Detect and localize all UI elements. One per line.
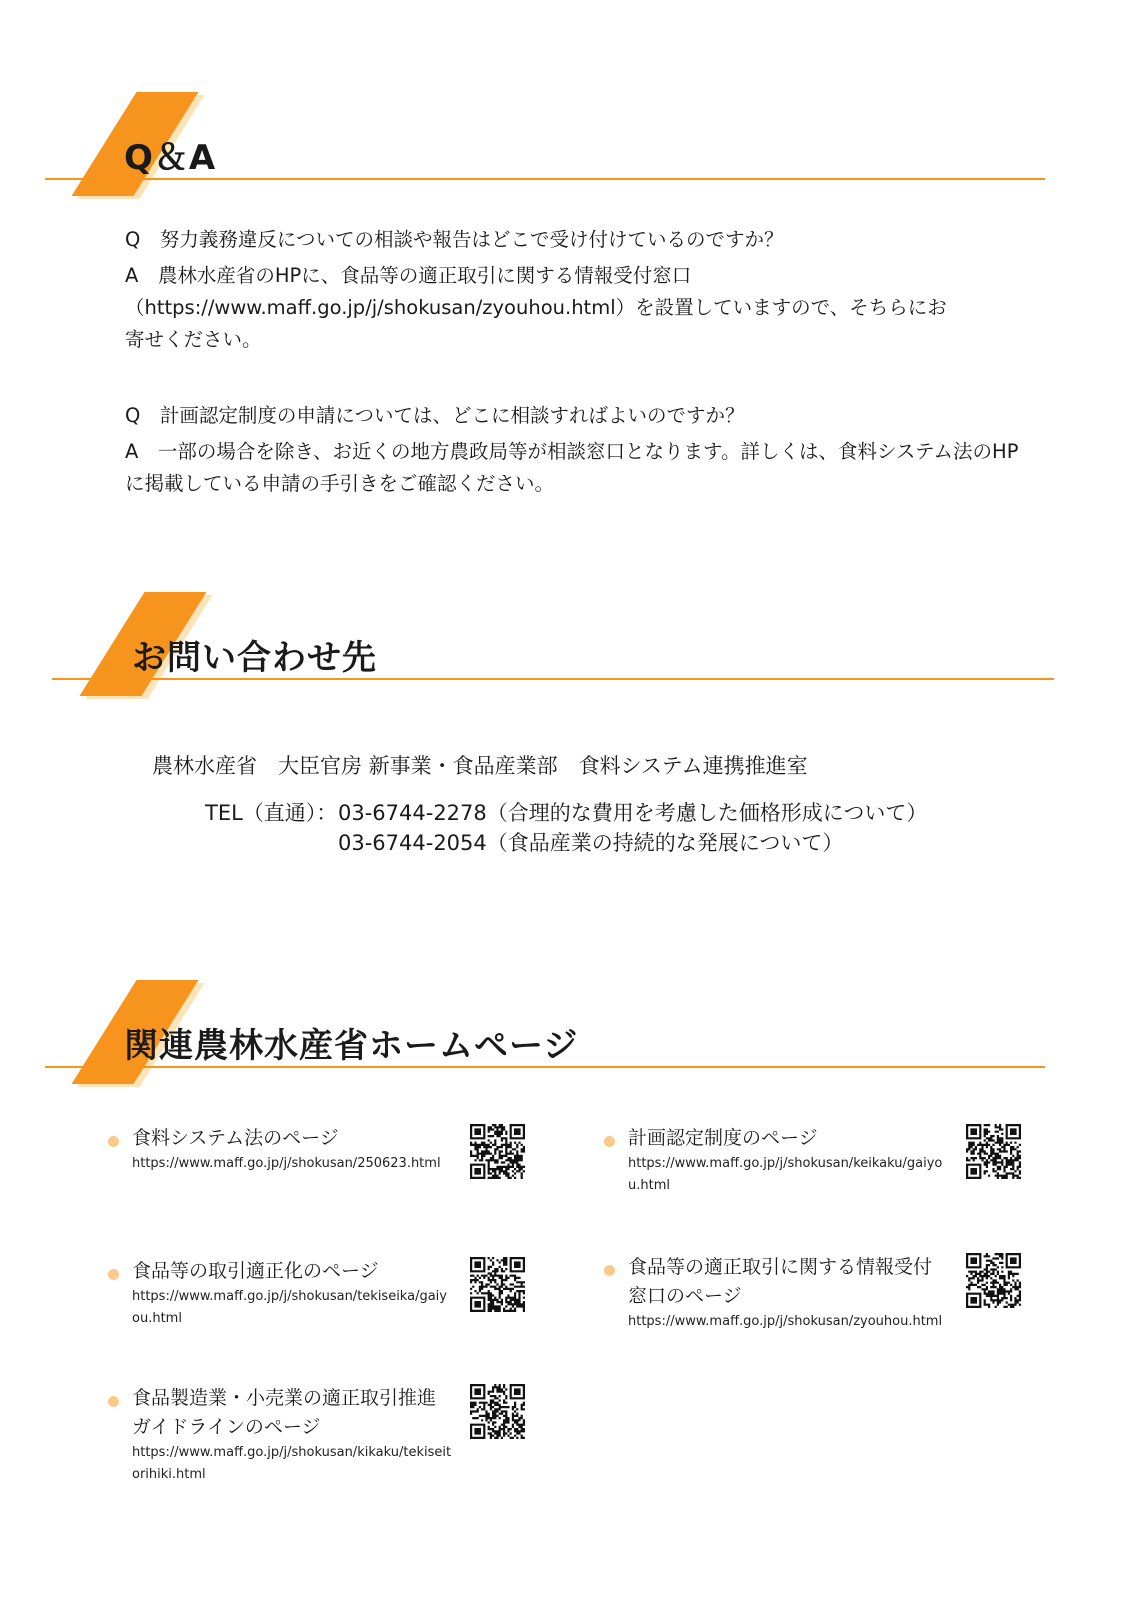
qr-code-icon bbox=[966, 1124, 1021, 1179]
question-text: Q 努力義務違反についての相談や報告はどこで受け付けているのですか？ bbox=[125, 228, 784, 251]
link-label[interactable]: 食料システム法のページ bbox=[132, 1127, 339, 1149]
link-url[interactable]: https://www.maff.go.jp/j/shokusan/kikaku/tekiseitorihiki.html bbox=[132, 1445, 452, 1482]
link-url[interactable]: https://www.maff.go.jp/j/shokusan/keikaku/gaiyou.html bbox=[628, 1156, 943, 1193]
link-url[interactable]: https://www.maff.go.jp/j/shokusan/250623.html bbox=[132, 1156, 441, 1171]
contact-tel-1: 03-6744-2278（合理的な費用を考慮した価格形成について） bbox=[338, 801, 928, 825]
contact-tel-label: TEL（直通）： bbox=[205, 801, 338, 825]
link-label[interactable]: 計画認定制度のページ bbox=[628, 1127, 818, 1149]
section-title: お問い合わせ先 bbox=[132, 638, 377, 678]
qa-item bbox=[125, 400, 1045, 500]
section-heading-links bbox=[0, 980, 1130, 1090]
bullet-dot bbox=[604, 1136, 615, 1147]
qr-code-icon bbox=[470, 1257, 525, 1312]
bullet-dot bbox=[108, 1269, 119, 1280]
qr-code-icon bbox=[470, 1124, 525, 1179]
bullet-dot bbox=[108, 1136, 119, 1147]
section-heading-qa bbox=[0, 92, 1130, 202]
link-label[interactable]: 食品等の適正取引に関する情報受付 窓口のページ bbox=[628, 1256, 933, 1307]
answer-text: A 一部の場合を除き、お近くの地方農政局等が相談窓口となります。詳しくは、食料システム法のHP に掲載している申請の手引きをご確認ください。 bbox=[125, 440, 1019, 495]
link-label[interactable]: 食品等の取引適正化のページ bbox=[132, 1260, 379, 1282]
section-title: Q＆A bbox=[124, 138, 217, 178]
section-heading-contact bbox=[0, 592, 1130, 702]
qa-item bbox=[125, 224, 1045, 356]
section-title: 関連農林水産省ホームページ bbox=[124, 1026, 579, 1066]
bullet-dot bbox=[108, 1396, 119, 1407]
qr-code-icon bbox=[966, 1253, 1021, 1308]
question-text: Q 計画認定制度の申請については、どこに相談すればよいのですか？ bbox=[125, 404, 745, 427]
contact-tel-2: 03-6744-2054（食品産業の持続的な発展について） bbox=[338, 831, 844, 855]
link-url[interactable]: https://www.maff.go.jp/j/shokusan/tekiseika/gaiyou.html bbox=[132, 1289, 447, 1326]
contact-org: 農林水産省 大臣官房 新事業・食品産業部 食料システム連携推進室 bbox=[152, 754, 808, 778]
answer-text: A 農林水産省のHPに、食品等の適正取引に関する情報受付窓口 （https://www.maff.go.jp/j/shokusan/zyouhou.html）を設置していますので、そちらにお 寄せください。 bbox=[125, 264, 947, 351]
qr-code-icon bbox=[470, 1384, 525, 1439]
bullet-dot bbox=[604, 1265, 615, 1276]
link-url[interactable]: https://www.maff.go.jp/j/shokusan/zyouhou.html bbox=[628, 1314, 943, 1329]
link-label[interactable]: 食品製造業・小売業の適正取引推進 ガイドラインのページ bbox=[132, 1387, 437, 1438]
